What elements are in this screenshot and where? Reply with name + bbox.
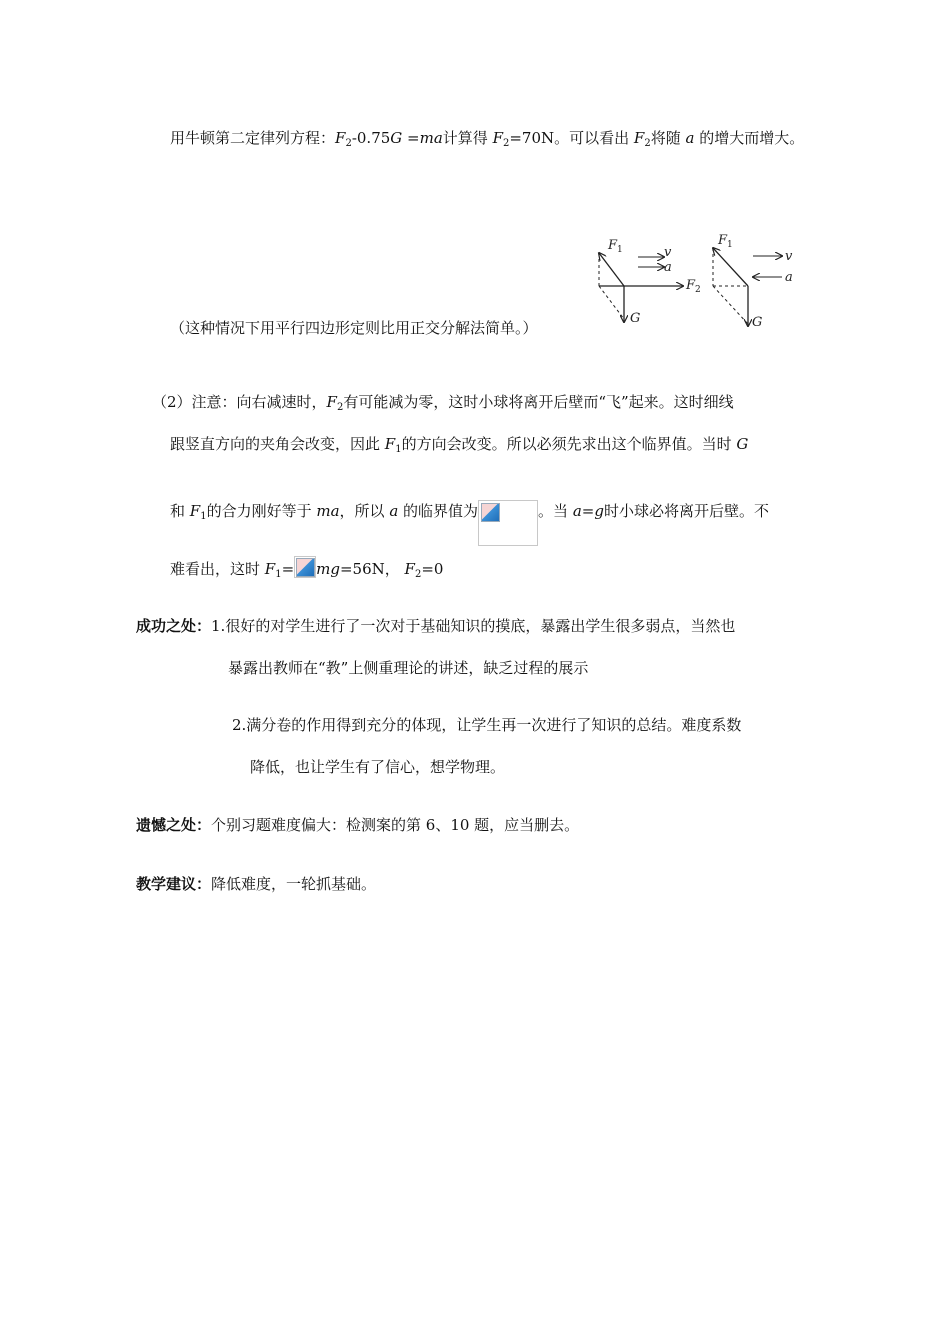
subscript: 2	[336, 402, 344, 413]
dashed-line	[599, 286, 624, 319]
var-f1	[190, 502, 207, 520]
para2-line2	[170, 434, 748, 460]
text: 的临界值为	[398, 502, 479, 520]
var-a: a	[389, 502, 399, 520]
regret-text: 个别习题难度偏大：检测案的第 6、10 题，应当删去。	[211, 816, 580, 834]
parallelogram-note: （这种情况下用平行四边形定则比用正交分解法简单。）	[170, 319, 538, 337]
text: 计算得	[442, 129, 493, 147]
f1-label: $F_1$	[608, 238, 623, 255]
subscript: 1	[200, 511, 207, 522]
success-line2: 暴露出教师在“教”上侧重理论的讲述，缺乏过程的展示	[228, 659, 589, 677]
advice-text: 降低难度，一轮抓基础。	[211, 875, 377, 893]
f1-arrow	[713, 248, 748, 286]
regret-label: 遗憾之处：	[136, 816, 212, 834]
text: =0	[421, 560, 444, 578]
var-g: g	[594, 502, 604, 520]
var-a: a	[685, 129, 695, 147]
var-g: G	[390, 129, 403, 147]
para2-line3	[170, 500, 769, 546]
var-f2	[327, 393, 344, 411]
para2-line4	[170, 556, 443, 585]
dashed-line	[713, 286, 748, 324]
f2-label: $F_2$	[686, 278, 701, 295]
text: =56N，	[339, 560, 405, 578]
regret-line	[136, 815, 579, 835]
text: =	[581, 502, 595, 520]
subscript: 1	[395, 444, 402, 455]
subscript: 2	[502, 138, 510, 149]
equation-line	[170, 128, 804, 154]
var-f2	[405, 560, 422, 578]
var-f-letter: F	[404, 560, 415, 578]
var-g: G	[736, 435, 749, 453]
f1-label: $F_1$	[718, 233, 733, 250]
text: （2）注意：向右减速时，	[152, 393, 327, 411]
var-ma: ma	[419, 129, 443, 147]
subscript: 1	[275, 569, 282, 580]
var-ma: ma	[316, 502, 340, 520]
var-a: a	[572, 502, 582, 520]
text: 的增大而增大。	[694, 129, 805, 147]
broken-image-icon	[294, 556, 316, 578]
var-f2	[634, 129, 651, 147]
success-line1	[136, 616, 735, 636]
text: 将随	[650, 129, 686, 147]
g-label: G	[630, 311, 641, 326]
force-diagram	[590, 226, 820, 336]
subscript: 2	[414, 569, 422, 580]
g-label: G	[752, 315, 763, 330]
var-f-letter: F	[264, 560, 276, 578]
var-f2-letter: F	[335, 129, 346, 147]
a-label: a	[664, 260, 672, 275]
text: 跟竖直方向的夹角会改变，因此	[170, 435, 385, 453]
v-label: v	[664, 245, 672, 260]
text: -0.75	[351, 129, 391, 147]
advice-label: 教学建议：	[136, 875, 212, 893]
subscript: 2	[345, 138, 352, 149]
text: 的方向会改变。所以必须先求出这个临界值。当时	[401, 435, 737, 453]
text: 和	[170, 502, 190, 520]
success-item-1: 1.很好的对学生进行了一次对于基础知识的摸底，暴露出学生很多弱点，当然也	[211, 617, 736, 635]
diagram-left	[599, 238, 701, 326]
var-f-letter: F	[326, 393, 337, 411]
advice-line	[136, 874, 376, 894]
text: 用牛顿第二定律列方程：	[170, 129, 336, 147]
text: =	[402, 129, 420, 147]
text: 难看出，这时	[170, 560, 265, 578]
text: =	[281, 560, 295, 578]
para2-line1	[152, 392, 734, 418]
success-line4: 降低，也让学生有了信心，想学物理。	[250, 758, 506, 776]
var-f-letter: F	[384, 435, 396, 453]
a-label: a	[785, 270, 793, 285]
image-placeholder-icon	[481, 503, 500, 522]
var-f2	[335, 129, 352, 147]
v-label: v	[785, 249, 793, 264]
success-line3: 2.满分卷的作用得到充分的体现，让学生再一次进行了知识的总结。难度系数	[232, 716, 742, 734]
text: 。当	[538, 502, 573, 520]
text: ，所以	[339, 502, 390, 520]
f1-arrow	[599, 253, 624, 286]
success-label: 成功之处：	[136, 617, 212, 635]
text: 有可能减为零，这时小球将离开后壁而“飞”起来。这时细线	[343, 393, 734, 411]
diagram-right	[713, 233, 793, 330]
var-f2-letter: F	[492, 129, 503, 147]
text: 的合力刚好等于	[206, 502, 317, 520]
image-placeholder-icon	[296, 558, 315, 577]
var-mg: mg	[316, 560, 340, 578]
broken-image-icon	[478, 500, 538, 546]
var-f2	[493, 129, 510, 147]
var-f-letter: F	[189, 502, 201, 520]
subscript: 2	[644, 138, 651, 149]
text: =70N。可以看出	[509, 129, 634, 147]
var-f1	[385, 435, 402, 453]
var-f2-letter: F	[633, 129, 645, 147]
var-f1	[265, 560, 282, 578]
text: 时小球必将离开后壁。不	[603, 502, 769, 520]
